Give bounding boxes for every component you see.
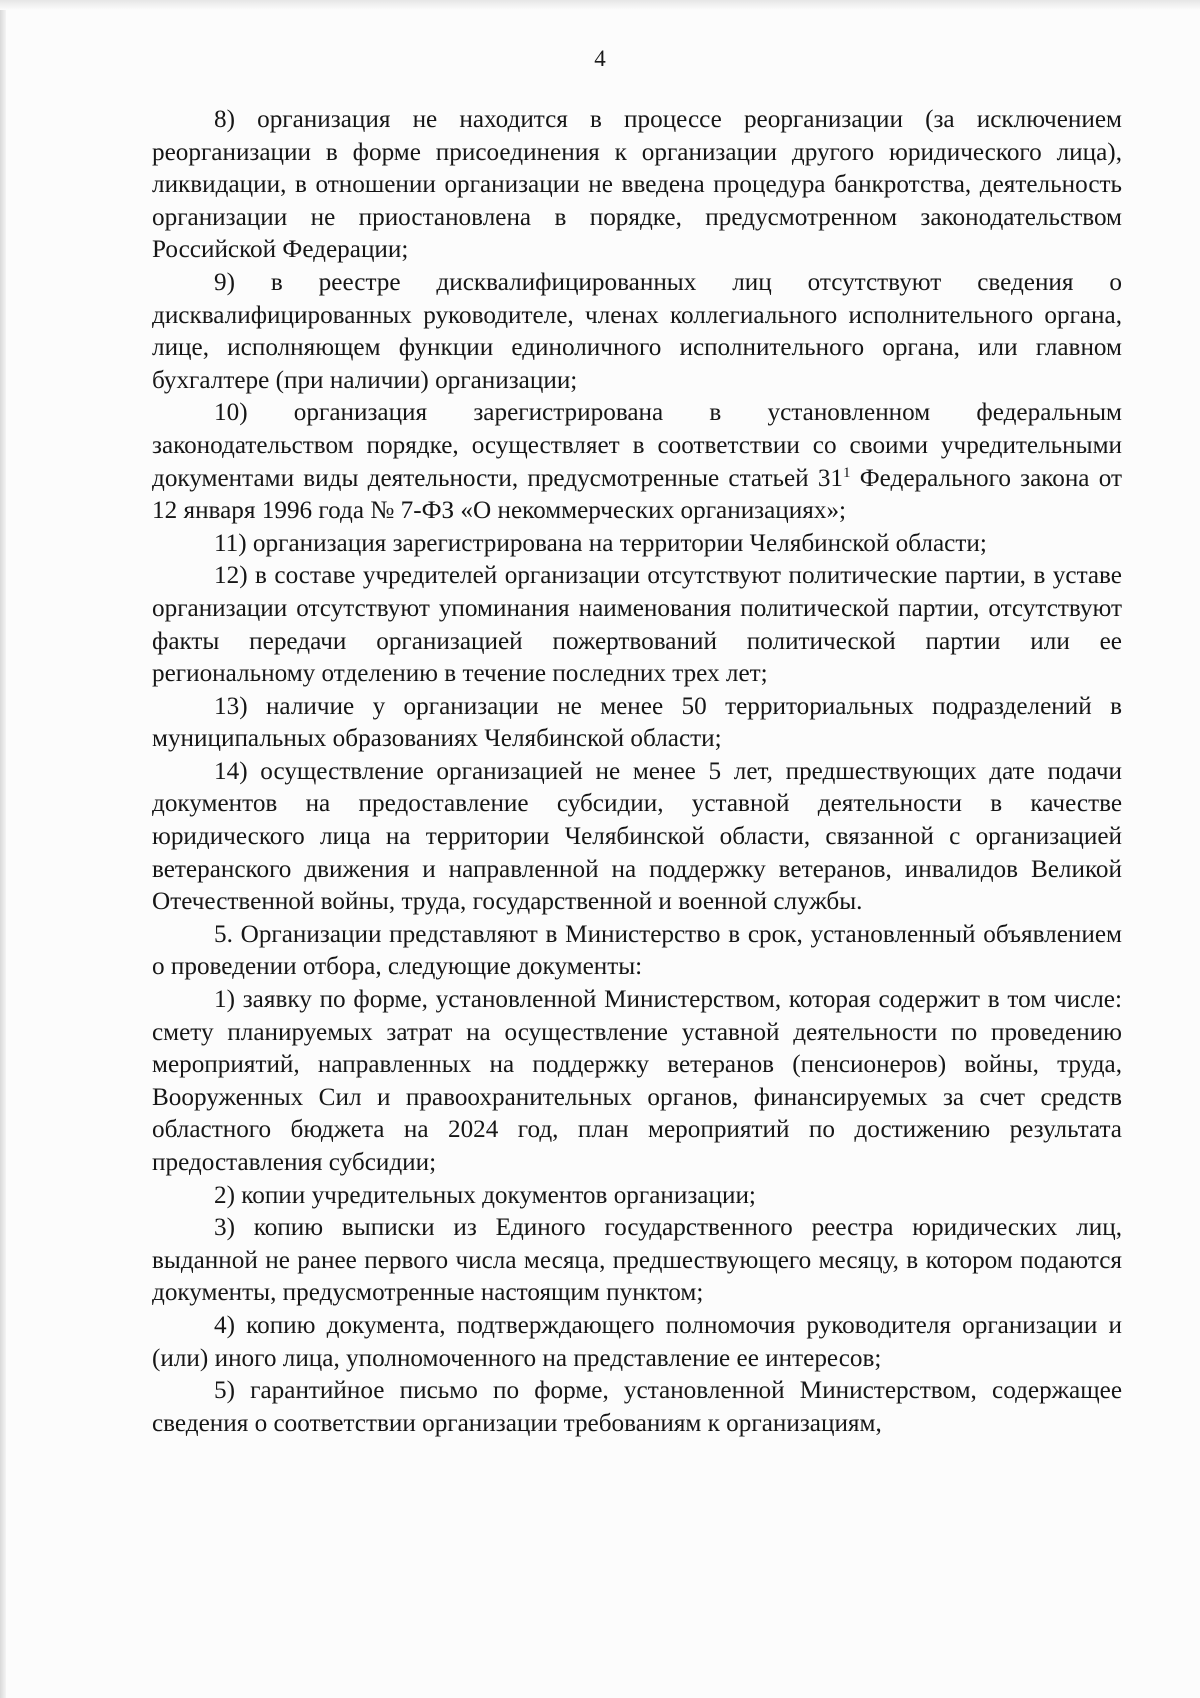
paragraph-item-10 — [152, 397, 1122, 527]
document-body — [152, 104, 1122, 1440]
paragraph-doc-5: 5) гарантийное письмо по форме, установленной Министерством, содержащее сведения о соответствии организации требованиям к организациям, — [152, 1377, 1122, 1437]
paragraph-doc-4: 4) копию документа, подтверждающего полномочия руководителя организации и (или) иного лица, уполномоченного на представление ее интересов; — [152, 1311, 1122, 1372]
paragraph-doc-2: 2) копии учредительных документов организации; — [214, 1181, 756, 1209]
scan-left-edge — [0, 0, 6, 1698]
paragraph-item-14: 14) осуществление организацией не менее 5 лет, предшествующих дате подачи документов на предоставление субсидии, уставной деятельности в качестве юридического лица на территории Челябинской области, связанной с организацией ветеранского движения и направленной на поддержку ветеранов, инвалидов Великой Отечественной войны, труда, государственной и военной службы. — [152, 757, 1122, 916]
paragraph-item-8: 8) организация не находится в процессе реорганизации (за исключением реорганизации в форме присоединения к организации другого юридического лица), ликвидации, в отношении организации не введена процедура банкротства, деятельность организации не приостановлена в порядке, предусмотренном законодательством Российской Федерации; — [152, 106, 1122, 264]
paragraph-doc-3: 3) копию выписки из Единого государственного реестра юридических лиц, выданной не ранее первого числа месяца, предшествующего месяцу, в котором подаются документы, предусмотренные настоящим пунктом; — [152, 1214, 1122, 1307]
paragraph-item-9: 9) в реестре дисквалифицированных лиц отсутствуют сведения о дисквалифицированных руководителе, членах коллегиального исполнительного органа, лице, исполняющем функции единоличного исполнительного органа, или главном бухгалтере (при наличии) организации; — [152, 268, 1122, 394]
paragraph-item-10-text: 10) организация зарегистрирована в установленном федеральным законодательством порядке, осуществляет в соответствии со своими учредительными документами виды деятельности, предусмотренные статьей 31 — [152, 399, 1122, 492]
paragraph-doc-1: 1) заявку по форме, установленной Министерством, которая содержит в том числе: смету планируемых затрат на осуществление уставной деятельности по проведению мероприятий, направленных на поддержку ветеранов (пенсионеров) войны, труда, Вооруженных Сил и правоохранительных органов, финансируемых за счет средств областного бюджета на 2024 год, план мероприятий по достижению результата предоставления субсидии; — [152, 986, 1122, 1176]
scan-top-edge — [0, 0, 1200, 10]
paragraph-section-5: 5. Организации представляют в Министерство в срок, установленный объявлением о проведении отбора, следующие документы: — [152, 920, 1122, 981]
paragraph-item-13: 13) наличие у организации не менее 50 территориальных подразделений в муниципальных образованиях Челябинской области; — [152, 692, 1122, 753]
paragraph-item-11: 11) организация зарегистрирована на территории Челябинской области; — [214, 529, 987, 557]
superscript-mark: 1 — [843, 464, 851, 481]
paragraph-item-10-text-end: Федерального закона от 12 января 1996 года № 7-ФЗ «О некоммерческих организациях»; — [152, 464, 1122, 525]
paragraph-item-12: 12) в составе учредителей организации отсутствуют политические партии, в уставе организации отсутствуют упоминания наименования политической партии, отсутствуют факты передачи организацией пожертвований политической партии или ее региональному отделению в течение последних трех лет; — [152, 562, 1122, 688]
page-number: 4 — [594, 46, 606, 71]
